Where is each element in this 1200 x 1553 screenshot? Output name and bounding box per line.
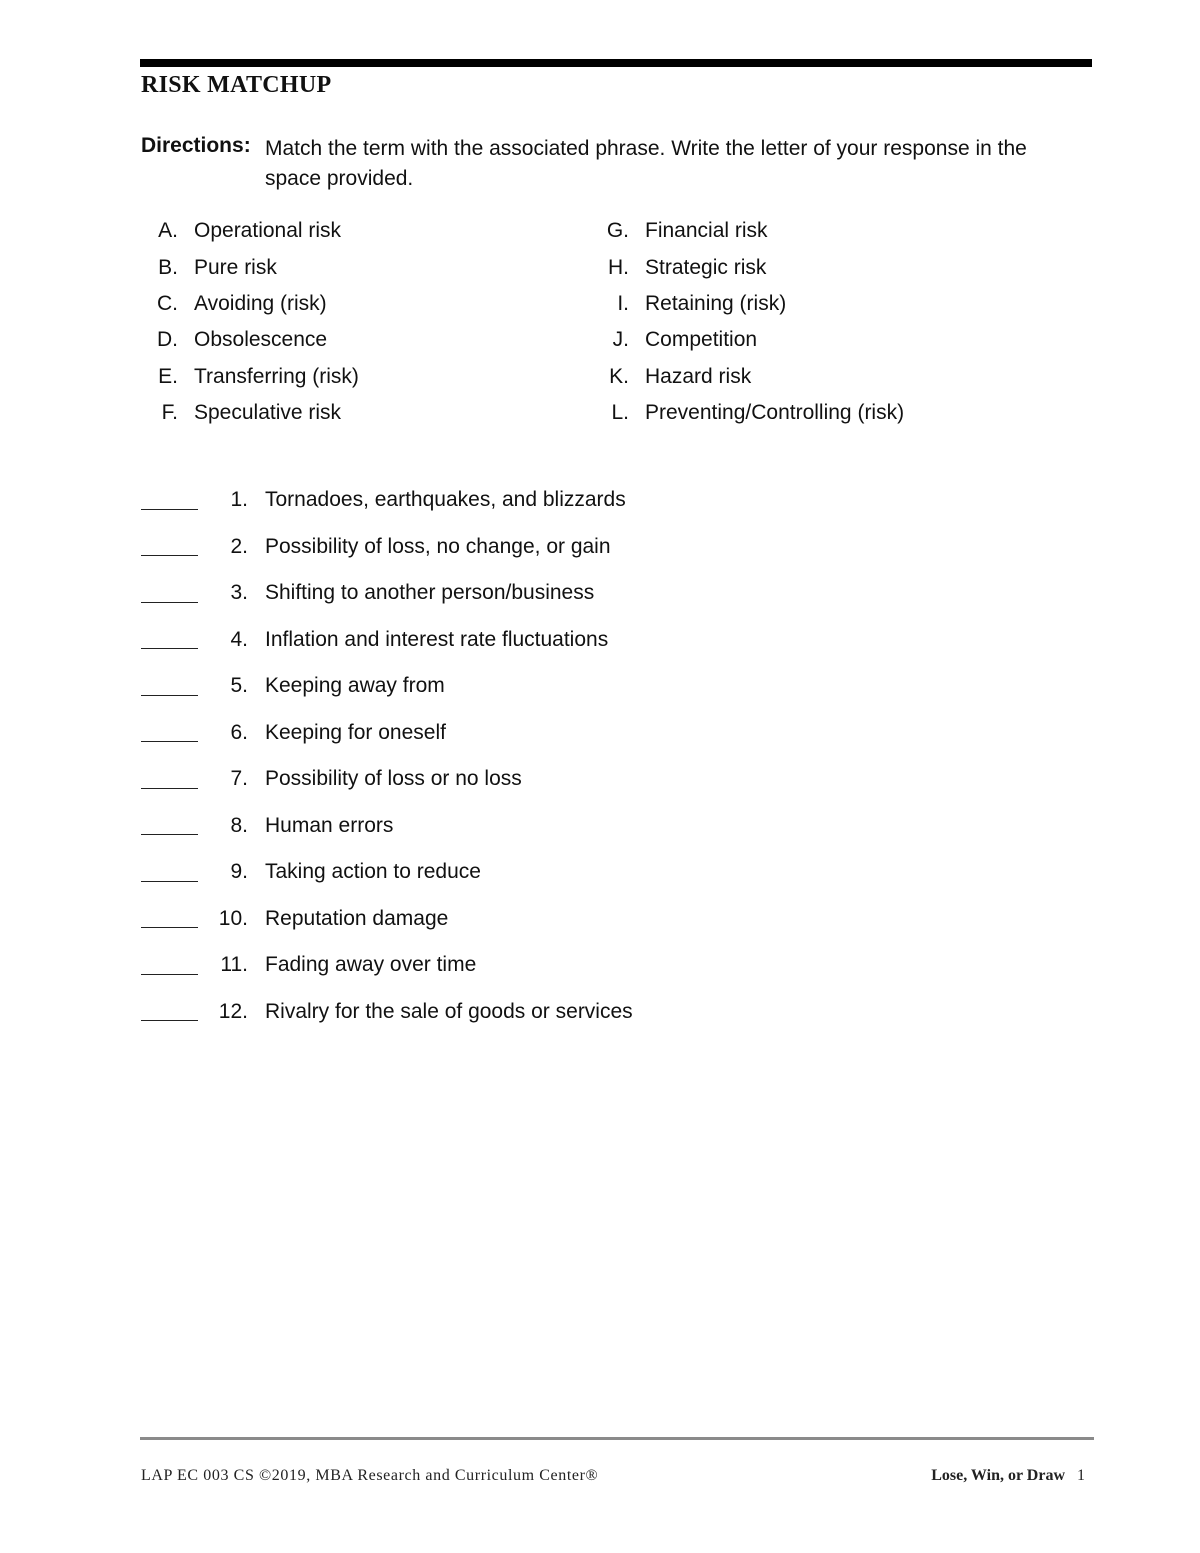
question-item xyxy=(141,524,633,571)
page-title: RISK MATCHUP xyxy=(141,72,332,98)
term-text: Competition xyxy=(645,328,758,352)
term-text: Speculative risk xyxy=(194,401,342,425)
term-letter: H. xyxy=(608,255,629,279)
term-letter: K. xyxy=(609,364,629,388)
term-text: Obsolescence xyxy=(194,328,328,352)
term-item xyxy=(145,322,359,358)
question-number: 3. xyxy=(230,581,248,605)
term-letter: I. xyxy=(617,291,629,315)
term-item xyxy=(596,249,904,285)
top-rule xyxy=(140,59,1092,67)
question-text: Tornadoes, earthquakes, and blizzards xyxy=(265,488,626,512)
term-text: Financial risk xyxy=(645,219,768,243)
question-number: 5. xyxy=(230,674,248,698)
question-item xyxy=(141,663,633,710)
directions-label: Directions: xyxy=(141,134,251,157)
question-number: 12. xyxy=(218,999,248,1023)
term-letter: A. xyxy=(158,219,178,243)
answer-blank[interactable] xyxy=(141,727,198,742)
term-letter: D. xyxy=(157,328,178,352)
term-text: Transferring (risk) xyxy=(194,364,359,388)
term-item xyxy=(145,359,359,395)
term-letter: B. xyxy=(158,255,178,279)
question-number: 8. xyxy=(230,813,248,837)
term-text: Preventing/Controlling (risk) xyxy=(645,401,905,425)
term-item xyxy=(145,395,359,431)
question-text: Reputation damage xyxy=(265,906,449,930)
answer-blank[interactable] xyxy=(141,820,198,835)
question-text: Shifting to another person/business xyxy=(265,581,595,605)
question-item xyxy=(141,942,633,989)
term-letter: G. xyxy=(606,219,629,243)
question-number: 6. xyxy=(230,720,248,744)
question-number: 4. xyxy=(230,627,248,651)
terms-list-left xyxy=(145,213,359,431)
question-text: Keeping away from xyxy=(265,674,445,698)
answer-blank[interactable] xyxy=(141,913,198,928)
question-number: 2. xyxy=(230,534,248,558)
question-text: Possibility of loss or no loss xyxy=(265,767,522,791)
question-item xyxy=(141,756,633,803)
question-text: Inflation and interest rate fluctuations xyxy=(265,627,609,651)
term-item xyxy=(596,322,904,358)
answer-blank[interactable] xyxy=(141,774,198,789)
term-letter: C. xyxy=(157,291,178,315)
terms-list-right xyxy=(596,213,904,431)
question-item xyxy=(141,896,633,943)
term-item xyxy=(596,286,904,322)
term-text: Hazard risk xyxy=(645,364,752,388)
page-number: 1 xyxy=(1077,1467,1085,1484)
question-number: 10. xyxy=(218,906,248,930)
question-item xyxy=(141,803,633,850)
answer-blank[interactable] xyxy=(141,681,198,696)
term-letter: F. xyxy=(161,401,178,425)
answer-blank[interactable] xyxy=(141,634,198,649)
term-text: Avoiding (risk) xyxy=(194,291,327,315)
question-item xyxy=(141,477,633,524)
footer-document-name: Lose, Win, or Draw xyxy=(931,1467,1065,1484)
directions-text: Match the term with the associated phrase. Write the letter of your response in the space provided. xyxy=(265,137,1027,190)
term-text: Strategic risk xyxy=(645,255,767,279)
question-text: Possibility of loss, no change, or gain xyxy=(265,534,611,558)
question-number: 7. xyxy=(230,767,248,791)
question-text: Rivalry for the sale of goods or services xyxy=(265,999,633,1023)
answer-blank[interactable] xyxy=(141,588,198,603)
question-text: Keeping for oneself xyxy=(265,720,446,744)
question-item xyxy=(141,989,633,1036)
term-item xyxy=(596,359,904,395)
term-text: Retaining (risk) xyxy=(645,291,787,315)
term-letter: J. xyxy=(612,328,629,352)
term-text: Pure risk xyxy=(194,255,277,279)
term-text: Operational risk xyxy=(194,219,342,243)
term-letter: E. xyxy=(158,364,178,388)
footer-rule xyxy=(140,1437,1094,1440)
question-item xyxy=(141,849,633,896)
question-number: 11. xyxy=(220,953,248,977)
question-item xyxy=(141,570,633,617)
footer-copyright: LAP EC 003 CS ©2019, MBA Research and Curriculum Center® xyxy=(141,1467,599,1484)
term-item xyxy=(145,249,359,285)
answer-blank[interactable] xyxy=(141,495,198,510)
question-number: 1. xyxy=(230,488,248,512)
question-item xyxy=(141,617,633,664)
term-letter: L. xyxy=(611,401,629,425)
question-text: Human errors xyxy=(265,813,394,837)
question-text: Fading away over time xyxy=(265,953,477,977)
question-text: Taking action to reduce xyxy=(265,860,481,884)
term-item xyxy=(145,286,359,322)
question-item xyxy=(141,710,633,757)
answer-blank[interactable] xyxy=(141,1006,198,1021)
answer-blank[interactable] xyxy=(141,541,198,556)
term-item xyxy=(596,213,904,249)
term-item xyxy=(145,213,359,249)
term-item xyxy=(596,395,904,431)
answer-blank[interactable] xyxy=(141,960,198,975)
questions-list xyxy=(141,477,633,1035)
footer-right xyxy=(931,1467,1085,1485)
answer-blank[interactable] xyxy=(141,867,198,882)
question-number: 9. xyxy=(230,860,248,884)
